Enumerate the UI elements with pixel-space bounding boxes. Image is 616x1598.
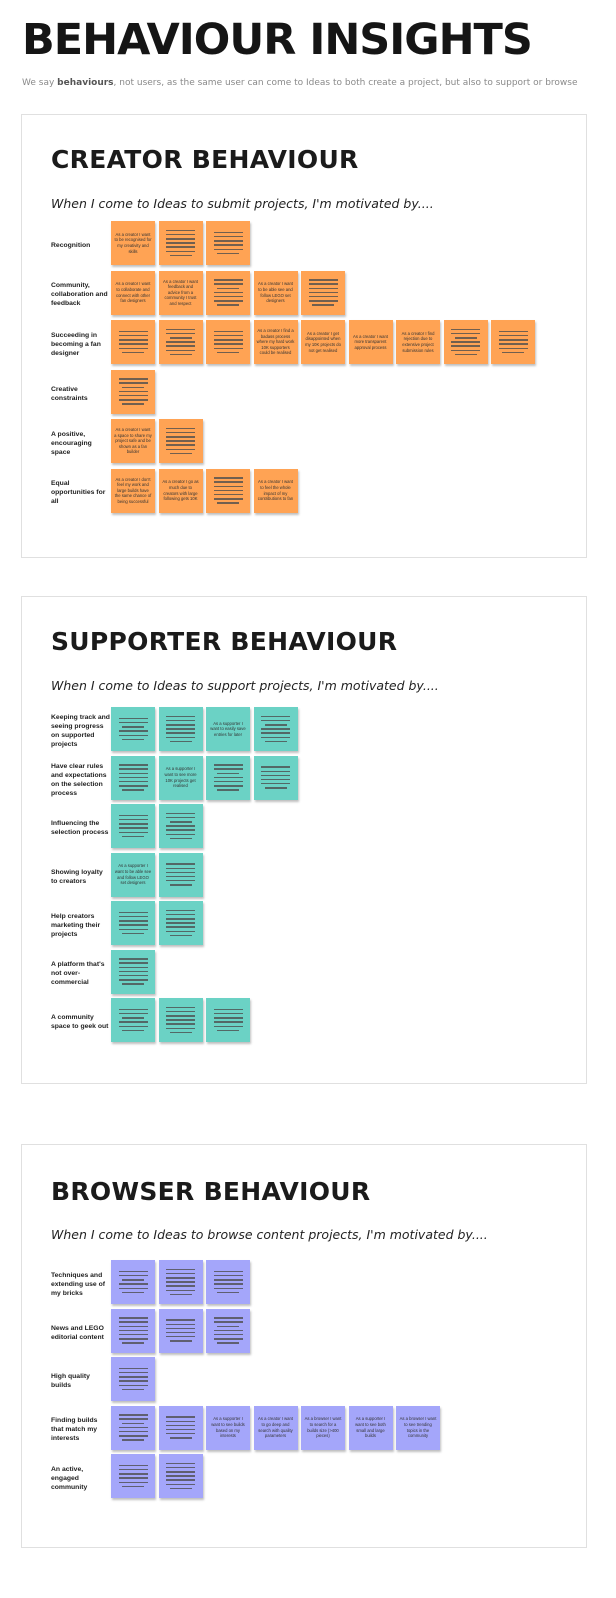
note-text-placeholder	[166, 716, 195, 743]
sticky-note[interactable]: As a creator I want to go deep and search with quality parameters	[254, 1406, 298, 1450]
row-label: A community space to geek out	[51, 1014, 109, 1030]
sticky-note[interactable]: As a creator I want to feel the whole impact of my contributions to fan	[254, 469, 298, 513]
sticky-note[interactable]	[111, 320, 155, 364]
note-text-placeholder	[214, 331, 243, 353]
row-label: Help creators marketing their projects	[51, 912, 101, 938]
sticky-note[interactable]	[159, 221, 203, 265]
sticky-note[interactable]: As a supporter I want to be able see and follow LEGO set designers	[111, 853, 155, 897]
sticky-note[interactable]: As a browser I want to search for a builds size (>400 pieces)	[301, 1406, 345, 1450]
sticky-notes	[111, 320, 539, 368]
supporter-behaviour-panel	[21, 596, 587, 1084]
sticky-note[interactable]	[159, 707, 203, 751]
sticky-note[interactable]	[111, 901, 155, 945]
sticky-note[interactable]	[159, 1309, 203, 1353]
note-text-placeholder	[261, 716, 290, 743]
panel-title: CREATOR BEHAVIOUR	[51, 145, 359, 174]
row-label: Keeping track and seeing progress on supported projects	[51, 714, 110, 748]
sticky-note[interactable]	[206, 221, 250, 265]
note-text-placeholder	[214, 279, 243, 306]
sticky-note[interactable]	[206, 271, 250, 315]
sticky-note[interactable]	[111, 804, 155, 848]
sticky-note[interactable]	[111, 707, 155, 751]
note-text-placeholder	[119, 1271, 148, 1293]
panel-title: SUPPORTER BEHAVIOUR	[51, 627, 398, 656]
subtitle-text-start: We say	[22, 78, 58, 88]
panel-title: BROWSER BEHAVIOUR	[51, 1177, 371, 1206]
sticky-note[interactable]: As a creator I want feedback and advice from a community I trust and respect	[159, 271, 203, 315]
sticky-note[interactable]	[254, 756, 298, 800]
note-text-placeholder	[261, 766, 290, 788]
note-text-placeholder	[166, 1007, 195, 1034]
row-label: Have clear rules and expectations on the selection process	[51, 762, 107, 797]
sticky-note[interactable]	[206, 756, 250, 800]
sticky-note[interactable]	[111, 998, 155, 1042]
sticky-note[interactable]	[301, 271, 345, 315]
sticky-notes	[111, 804, 206, 852]
row-label: Succeeding in becoming a fan designer	[51, 331, 101, 357]
note-text-placeholder	[309, 279, 338, 306]
browser-behaviour-panel	[21, 1144, 587, 1548]
sticky-note[interactable]: As a creator I want to be able see and follow LEGO set designers	[254, 271, 298, 315]
note-text-placeholder	[499, 331, 528, 353]
note-text-placeholder	[166, 1416, 195, 1438]
row-label: High quality builds	[51, 1373, 90, 1389]
sticky-note[interactable]: As a browser I want to see trending topics in the community	[396, 1406, 440, 1450]
panel-intro: When I come to Ideas to browse content projects, I'm motivated by....	[51, 1227, 488, 1242]
sticky-note[interactable]: As a creator I go as much due to creators with large following gets 10K	[159, 469, 203, 513]
note-text-placeholder	[214, 1009, 243, 1031]
note-text-placeholder	[119, 1317, 148, 1344]
note-text-placeholder	[166, 910, 195, 937]
row-label: A platform that's not over-commercial	[51, 961, 105, 986]
note-text-placeholder	[119, 331, 148, 353]
sticky-notes	[111, 1260, 254, 1308]
note-text-placeholder	[166, 1319, 195, 1341]
sticky-note[interactable]: As a creator I want to be recognised for my creativity and skills	[111, 221, 155, 265]
sticky-notes	[111, 419, 206, 467]
note-text-placeholder	[119, 958, 148, 985]
sticky-note[interactable]	[159, 419, 203, 463]
sticky-note[interactable]: As a supporter I want to see both small and large builds	[349, 1406, 393, 1450]
row-label: Influencing the selection process	[51, 820, 109, 836]
sticky-note[interactable]	[206, 998, 250, 1042]
page-subtitle	[22, 78, 578, 88]
sticky-notes	[111, 1309, 254, 1357]
page-title: BEHAVIOUR INSIGHTS	[22, 15, 532, 65]
note-text-placeholder	[166, 230, 195, 257]
note-text-placeholder	[451, 329, 480, 356]
sticky-note[interactable]: As a creator I don't feel my work and large builds have the same chance of being successful	[111, 469, 155, 513]
note-text-placeholder	[119, 1009, 148, 1031]
sticky-note[interactable]	[111, 1406, 155, 1450]
row-label: Recognition	[51, 241, 91, 249]
sticky-note[interactable]: As a supporter I want to easily save entries for later	[206, 707, 250, 751]
row-label: A positive, encouraging space	[51, 430, 92, 456]
note-text-placeholder	[166, 1269, 195, 1296]
sticky-note[interactable]	[206, 1260, 250, 1304]
sticky-notes	[111, 271, 349, 319]
subtitle-text-end: , not users, as the same user can come to Ideas to both create a project, but also to support or browse	[113, 78, 578, 88]
sticky-notes	[111, 707, 301, 755]
sticky-notes	[111, 901, 206, 949]
sticky-note[interactable]	[111, 950, 155, 994]
sticky-note[interactable]	[111, 1454, 155, 1498]
subtitle-emphasis: behaviours	[57, 78, 114, 88]
note-text-placeholder	[166, 1463, 195, 1490]
sticky-notes	[111, 950, 159, 998]
note-text-placeholder	[119, 1414, 148, 1441]
note-text-placeholder	[119, 378, 148, 405]
sticky-note[interactable]	[111, 1260, 155, 1304]
sticky-note[interactable]	[206, 1309, 250, 1353]
note-text-placeholder	[119, 1368, 148, 1390]
panel-intro: When I come to Ideas to submit projects, I'm motivated by....	[51, 196, 434, 211]
row-label: Showing loyalty to creators	[51, 868, 103, 885]
sticky-note[interactable]	[111, 1309, 155, 1353]
sticky-note[interactable]: As a creator I find a badass process where my hard work 10K supporters could be realised	[254, 320, 298, 364]
sticky-note[interactable]	[111, 370, 155, 414]
sticky-note[interactable]	[206, 320, 250, 364]
sticky-note[interactable]	[159, 998, 203, 1042]
note-text-placeholder	[119, 815, 148, 837]
note-text-placeholder	[119, 764, 148, 791]
sticky-notes	[111, 756, 301, 804]
row-label: Community, collaboration and feedback	[51, 282, 108, 307]
note-text-placeholder	[214, 764, 243, 791]
panel-intro: When I come to Ideas to support projects, I'm motivated by....	[51, 678, 439, 693]
sticky-note[interactable]	[159, 320, 203, 364]
sticky-notes	[111, 221, 254, 269]
sticky-note[interactable]	[159, 1406, 203, 1450]
note-text-placeholder	[166, 329, 195, 356]
row-label: News and LEGO editorial content	[51, 1324, 104, 1341]
sticky-note[interactable]: As a supporter I want to see more 10K projects get realised	[159, 756, 203, 800]
sticky-notes	[111, 370, 159, 418]
sticky-note[interactable]	[159, 901, 203, 945]
note-text-placeholder	[214, 477, 243, 504]
row-label: Finding builds that match my interests	[51, 1417, 98, 1442]
note-text-placeholder	[166, 428, 195, 455]
sticky-note[interactable]	[444, 320, 488, 364]
sticky-notes	[111, 469, 301, 517]
sticky-note[interactable]: As a creator I want more transparent approval process	[349, 320, 393, 364]
sticky-note[interactable]	[159, 1260, 203, 1304]
note-text-placeholder	[214, 1317, 243, 1344]
sticky-note[interactable]	[111, 1357, 155, 1401]
sticky-note[interactable]	[159, 853, 203, 897]
row-label: Techniques and extending use of my bricks	[51, 1271, 106, 1297]
sticky-notes	[111, 1357, 159, 1405]
creator-behaviour-panel	[21, 114, 587, 558]
sticky-note[interactable]: As a supporter I want to see builds based on my interests	[206, 1406, 250, 1450]
sticky-notes	[111, 1454, 206, 1502]
row-label: An active, engaged community	[51, 1465, 88, 1491]
note-text-placeholder	[214, 232, 243, 254]
sticky-notes	[111, 853, 206, 901]
sticky-note[interactable]: As a creator I get disappointed when my 10K projects do not get realised	[301, 320, 345, 364]
note-text-placeholder	[119, 718, 148, 740]
sticky-note[interactable]	[159, 1454, 203, 1498]
note-text-placeholder	[214, 1271, 243, 1293]
sticky-notes	[111, 998, 254, 1046]
sticky-note[interactable]	[491, 320, 535, 364]
row-label: Creative constraints	[51, 385, 88, 402]
sticky-note[interactable]	[111, 756, 155, 800]
note-text-placeholder	[166, 863, 195, 885]
note-text-placeholder	[119, 912, 148, 934]
note-text-placeholder	[119, 1465, 148, 1487]
sticky-note[interactable]: As a creator I want to collaborate and connect with other fan designers	[111, 271, 155, 315]
note-text-placeholder	[166, 813, 195, 840]
row-label: Equal opportunities for all	[51, 480, 106, 505]
sticky-note[interactable]	[159, 804, 203, 848]
sticky-note[interactable]: As a creator I want a space to share my project safe and be shown as a fan builder	[111, 419, 155, 463]
sticky-note[interactable]	[254, 707, 298, 751]
sticky-note[interactable]	[206, 469, 250, 513]
sticky-note[interactable]: As a creator I find rejection due to extensive project submission rules	[396, 320, 440, 364]
sticky-notes	[111, 1406, 444, 1454]
